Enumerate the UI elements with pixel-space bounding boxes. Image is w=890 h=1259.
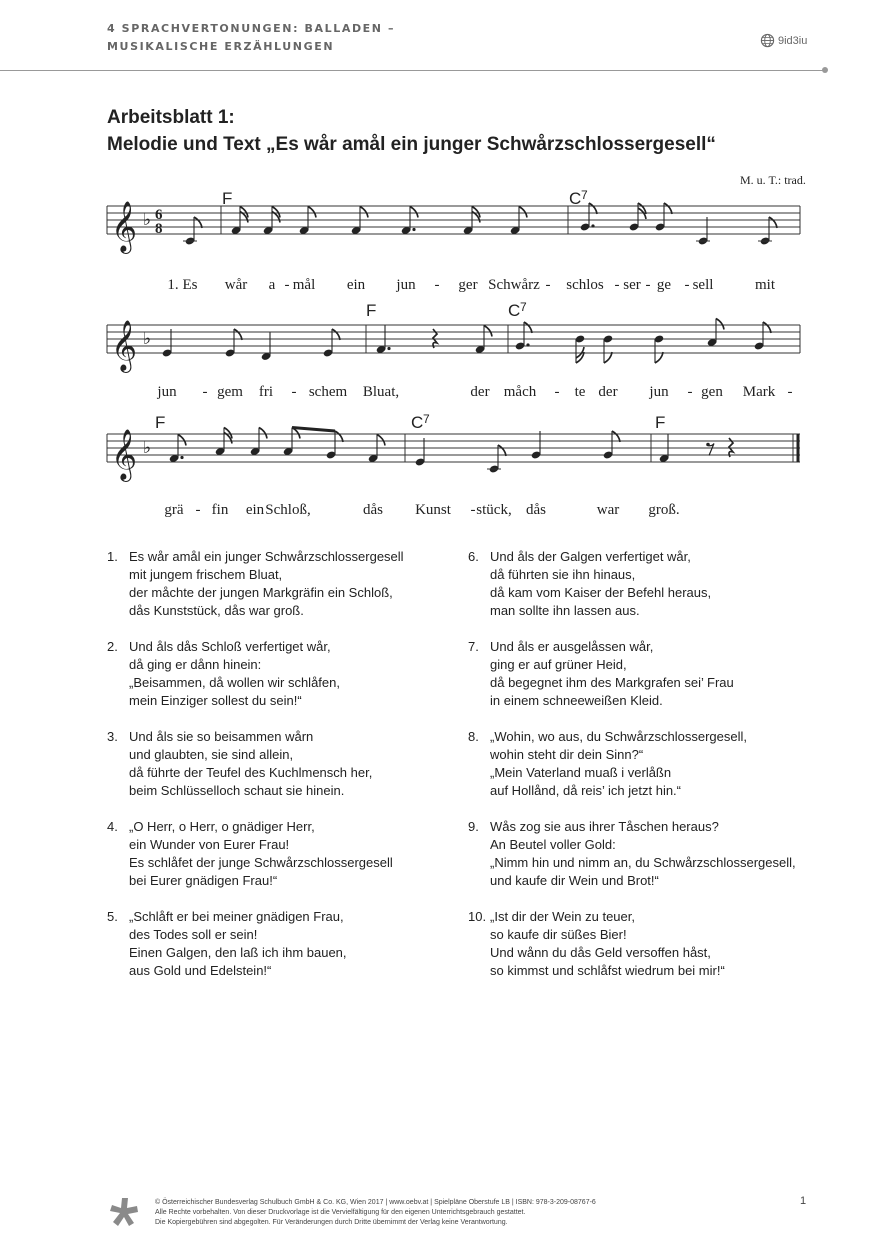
lyric-syllable: te <box>574 384 586 400</box>
verse-line: dås Kunststück, dås war groß. <box>129 603 304 618</box>
verse-line: ging er auf grüner Heid, <box>490 657 627 672</box>
lyric-syllable: ein <box>245 502 265 518</box>
lyric-syllable: - <box>554 384 560 400</box>
lyric-syllable: - <box>291 384 297 400</box>
verse-line: Und åls dås Schloß verfertiget wår, <box>129 639 331 654</box>
verse-line: „Schlåft er bei meiner gnädigen Frau, <box>129 909 344 924</box>
left-verse-2 <box>107 638 404 710</box>
lyric-syllable: måch <box>503 384 537 400</box>
verse-line: mit jungem frischem Bluat, <box>129 567 283 582</box>
title-line2: Melodie und Text „Es wår amål ein junger Schwårzschlossergesell“ <box>107 134 716 155</box>
publisher-logo <box>108 1196 140 1228</box>
note-flag <box>589 203 597 214</box>
right-verse-8 <box>468 728 796 800</box>
note-flag <box>234 329 242 340</box>
chord-c7-seventh: 7 <box>520 300 527 314</box>
verse-number: 8. <box>468 729 479 744</box>
lyric-syllable: schlos <box>566 277 604 293</box>
staff-system-2 <box>107 319 800 374</box>
verse-number: 2. <box>107 639 118 654</box>
note-flag <box>410 207 418 218</box>
staff-system-3 <box>107 428 800 483</box>
left-verse-4 <box>107 818 404 890</box>
lyric-syllable: - <box>545 277 551 293</box>
lyrics-line-2 <box>156 384 792 400</box>
lyric-syllable: der <box>598 384 618 400</box>
verse-line: då kam vom Kaiser der Befehl heraus, <box>490 585 712 600</box>
verse-line: ein Wunder von Eurer Frau! <box>129 837 290 852</box>
lyric-syllable: Bluat, <box>362 384 400 400</box>
verse-line: und kaufe dir Wein und Brot!“ <box>490 873 659 888</box>
note-beam <box>292 428 335 432</box>
note-flag <box>763 322 771 333</box>
note-flag <box>604 352 612 363</box>
lyric-syllable: sell <box>692 277 714 293</box>
lyric-syllable: gem <box>217 384 243 400</box>
verse-line: man sollte ihn lassen aus. <box>490 603 640 618</box>
lyric-syllable: jun <box>649 384 669 400</box>
note-flag <box>655 352 663 363</box>
verse-line: „Ist dir der Wein zu teuer, <box>490 909 635 924</box>
flat-key-icon: ♭ <box>143 329 152 349</box>
lyric-syllable: Es <box>182 277 198 293</box>
lyric-syllable: war <box>596 502 620 518</box>
verse-line: beim Schlüsselloch schaut sie hinein. <box>129 783 345 798</box>
verse-line: då ging er dånn hinein: <box>129 657 262 672</box>
note-flag <box>335 431 343 442</box>
treble-clef-icon: 𝄞 <box>111 320 138 371</box>
treble-clef-icon: 𝄞 <box>111 429 138 480</box>
lyric-syllable: - <box>284 277 290 293</box>
verse-number: 7. <box>468 639 479 654</box>
verse-line: „O Herr, o Herr, o gnädiger Herr, <box>129 819 315 834</box>
footer-line2: Alle Rechte vorbehalten. Von dieser Druckvorlage ist die Vervielfältigung für den eigenen Unterrichtsgebrauch gestattet. <box>155 1209 526 1216</box>
note-flag <box>332 329 340 340</box>
note-dot <box>387 347 390 350</box>
verse-number: 5. <box>107 909 118 924</box>
time-signature-top: 6 <box>155 207 163 223</box>
verse-number: 4. <box>107 819 118 834</box>
verse-line: „Nimm hin und nimm an, du Schwårzschlossergesell, <box>490 855 796 870</box>
note-flag <box>716 319 724 330</box>
note-flag <box>377 435 385 446</box>
lyric-syllable: - <box>645 277 651 293</box>
note-flag <box>612 431 620 442</box>
lyric-syllable: 1. <box>167 277 179 293</box>
verse-line: „Wohin, wo aus, du Schwårzschlossergesell, <box>490 729 747 744</box>
verses-right-column <box>468 548 796 998</box>
note-dot <box>412 228 415 231</box>
left-verse-1 <box>107 548 404 620</box>
verse-line: då führte der Teufel des Kuchlmensch her, <box>129 765 373 780</box>
note-dot <box>591 224 594 227</box>
flat-key-icon: ♭ <box>143 438 152 458</box>
right-verse-9 <box>468 818 796 890</box>
note-flag <box>524 322 532 333</box>
lyric-syllable: wår <box>224 277 248 293</box>
lyric-syllable: a <box>268 277 276 293</box>
verse-line: bei Eurer gnädigen Frau!“ <box>129 873 278 888</box>
verse-line: Es schlåfet der junge Schwårzschlossergesell <box>129 855 393 870</box>
verse-line: der måchte der jungen Markgräfin ein Schloß, <box>129 585 393 600</box>
lyric-syllable: ser <box>623 277 641 293</box>
verse-line: Es wår amål ein junger Schwårzschlossergesell <box>129 549 404 564</box>
lyric-syllable: - <box>470 502 476 518</box>
verse-line: An Beutel voller Gold: <box>490 837 616 852</box>
lyric-syllable: Schloß, <box>265 502 311 518</box>
verse-line: so kimmst und schlåfst wiedrum bei mir!“ <box>490 963 725 978</box>
note-flag <box>769 217 777 228</box>
note-flag <box>259 428 267 439</box>
note-flag <box>498 445 506 456</box>
verse-number: 9. <box>468 819 479 834</box>
verse-line: so kaufe dir süßes Bier! <box>490 927 627 942</box>
lyric-syllable: schem <box>308 384 348 400</box>
lyric-syllable: dås <box>363 502 383 518</box>
verse-line: „Beisammen, då wollen wir schlåfen, <box>129 675 340 690</box>
section-header-line2: MUSIKALISCHE ERZÄHLUNGEN <box>107 40 335 53</box>
verse-line: und glaubten, sie sind allein, <box>129 747 294 762</box>
lyric-syllable: Mark <box>742 384 776 400</box>
lyric-syllable: - <box>195 502 201 518</box>
verse-number: 6. <box>468 549 479 564</box>
note-flag <box>360 207 368 218</box>
note-flag <box>519 207 527 218</box>
verse-line: mein Einziger sollest du sein!“ <box>129 693 302 708</box>
note-dot <box>180 456 183 459</box>
lyric-syllable: gen <box>701 384 723 400</box>
footer-line3: Die Kopiergebühren sind abgegolten. Für Veränderungen durch Dritte übernimmt der Verlag keine Verantwortung. <box>155 1219 508 1226</box>
chord-f: F <box>155 413 166 432</box>
chord-c7-seventh: 7 <box>423 412 430 426</box>
verse-line: Und åls sie so beisammen wårn <box>129 729 314 744</box>
lyric-syllable: Schwårz <box>488 277 540 293</box>
treble-clef-icon: 𝄞 <box>111 201 138 252</box>
verse-line: Und åls der Galgen verfertiget wår, <box>490 549 691 564</box>
note-flag <box>178 435 186 446</box>
verse-line: des Todes soll er sein! <box>129 927 258 942</box>
lyrics-line-1 <box>167 277 775 293</box>
note-flag <box>194 217 202 228</box>
lyric-syllable: fin <box>211 502 229 518</box>
note-dot <box>526 343 529 346</box>
verse-line: aus Gold und Edelstein!“ <box>129 963 272 978</box>
staff-system-1 <box>107 201 800 254</box>
lyric-syllable: der <box>470 384 490 400</box>
chord-c7: C <box>508 301 521 320</box>
lyric-syllable: ger <box>458 277 478 293</box>
music-score <box>0 0 890 540</box>
lyric-syllable: groß. <box>648 502 680 518</box>
composer-credit: M. u. T.: trad. <box>740 173 806 187</box>
verse-line: Und wånn du dås Geld versoffen håst, <box>490 945 711 960</box>
left-verse-5 <box>107 908 404 980</box>
lyric-syllable: jun <box>396 277 416 293</box>
verse-line: „Mein Vaterland muaß i verlåßn <box>490 765 672 780</box>
lyrics-line-3 <box>164 502 679 518</box>
page-number: 1 <box>800 1195 807 1207</box>
eighth-rest <box>708 444 714 456</box>
note-flag <box>664 203 672 214</box>
verse-line: då begegnet ihm des Markgrafen sei’ Frau <box>490 675 734 690</box>
lyric-syllable: mål <box>292 277 316 293</box>
lyric-syllable: mit <box>754 277 776 293</box>
chord-f: F <box>366 301 377 320</box>
chord-f: F <box>655 413 666 432</box>
right-verse-10 <box>468 908 796 980</box>
lyric-syllable: jun <box>157 384 177 400</box>
lyric-syllable: fri <box>258 384 274 400</box>
note-flag <box>484 326 492 337</box>
section-header-line1: 4 SPRACHVERTONUNGEN: BALLADEN – <box>107 22 396 35</box>
right-verse-7 <box>468 638 796 710</box>
lyric-syllable: ein <box>346 277 366 293</box>
lyric-syllable: ge <box>656 277 672 293</box>
verse-line: Und åls er ausgelåssen wår, <box>490 639 654 654</box>
right-verse-6 <box>468 548 796 620</box>
flat-key-icon: ♭ <box>143 210 152 230</box>
verse-line: Wås zog sie aus ihrer Tåschen heraus? <box>490 819 719 834</box>
lyric-syllable: - <box>434 277 440 293</box>
verse-number: 3. <box>107 729 118 744</box>
verse-line: wohin steht dir dein Sinn?“ <box>490 747 644 762</box>
lyric-syllable: - <box>202 384 208 400</box>
verse-line: auf Hollånd, då reis’ ich jetzt hin.“ <box>490 783 682 798</box>
lyric-syllable: grä <box>164 502 184 518</box>
note-flag <box>308 207 316 218</box>
verse-line: in einem schneeweißen Kleid. <box>490 693 663 708</box>
chord-c7: C <box>411 413 424 432</box>
chord-c7: C <box>569 189 582 208</box>
web-code-text: 9id3iu <box>778 34 808 47</box>
verse-number: 10. <box>468 909 487 924</box>
lyric-syllable: - <box>787 384 793 400</box>
time-signature-bottom: 8 <box>155 221 163 237</box>
lyric-syllable: - <box>614 277 620 293</box>
chord-f: F <box>222 189 233 208</box>
chord-c7-seventh: 7 <box>581 188 588 202</box>
verse-line: Einen Galgen, den laß ich ihm bauen, <box>129 945 347 960</box>
left-verse-3 <box>107 728 404 800</box>
title-line1: Arbeitsblatt 1: <box>107 107 235 128</box>
copyright-footer <box>155 1198 596 1228</box>
lyric-syllable: Kunst <box>415 502 451 518</box>
verses-left-column <box>107 548 404 998</box>
lyric-syllable: - <box>684 277 690 293</box>
lyric-syllable: dås <box>526 502 546 518</box>
verse-line: då führten sie ihn hinaus, <box>490 567 636 582</box>
footer-line1: © Österreichischer Bundesverlag Schulbuch GmbH & Co. KG, Wien 2017 | www.oebv.at | Spielpläne Oberstufe LB | ISBN: 978-3-209-08767-6 <box>155 1199 596 1206</box>
verse-number: 1. <box>107 549 118 564</box>
lyric-syllable: stück, <box>476 502 512 518</box>
lyric-syllable: - <box>687 384 693 400</box>
